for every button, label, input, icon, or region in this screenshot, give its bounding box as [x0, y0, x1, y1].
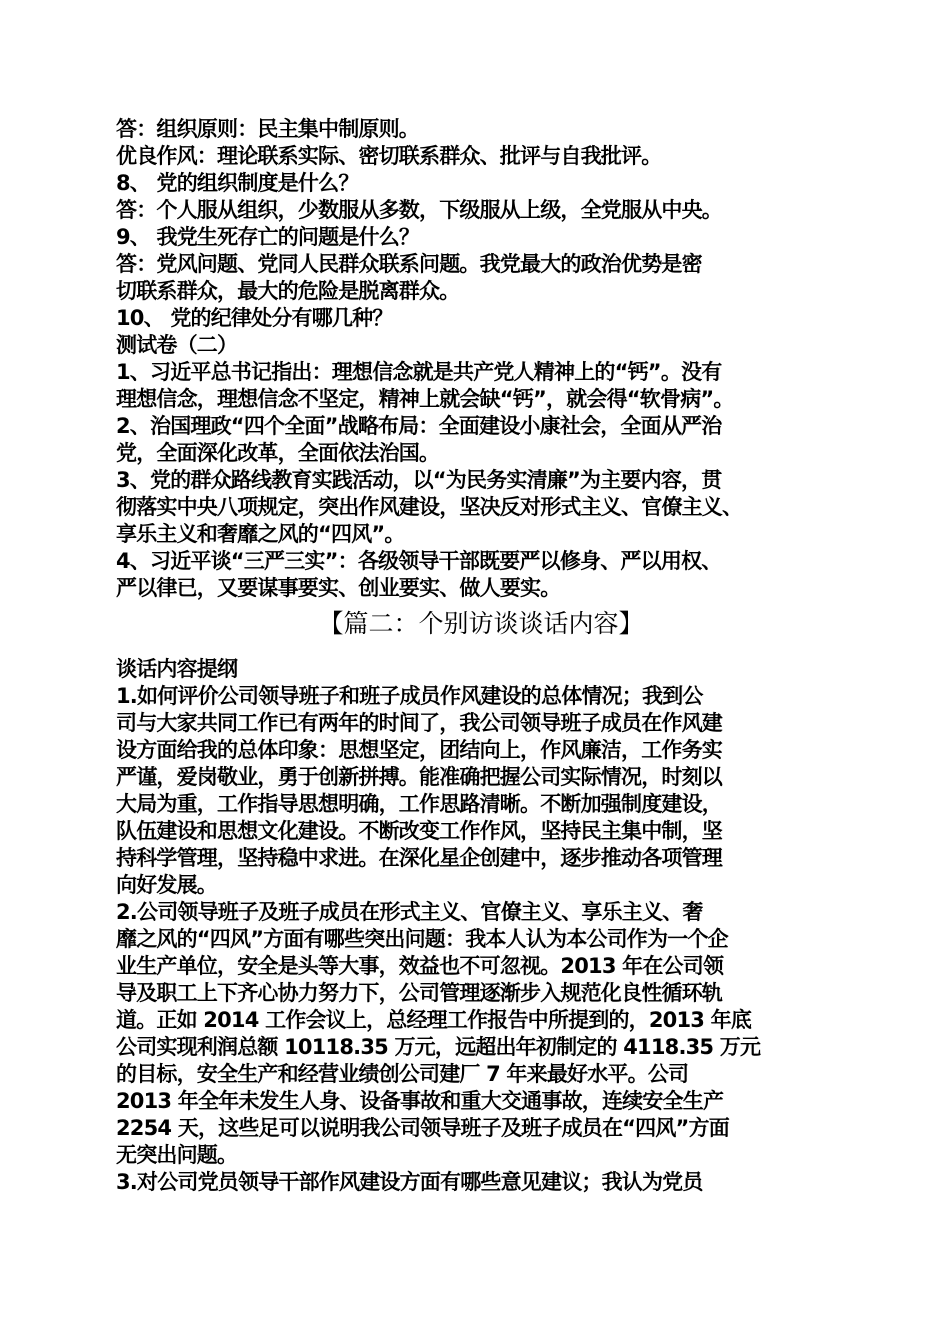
- text-line: 3、党的群众路线教育实践活动，以“为民务实清廉”为主要内容，贯: [116, 468, 722, 492]
- text-line: 的目标，安全生产和经营业绩创公司建厂 7 年来最好水平。公司: [116, 1062, 689, 1086]
- text-line: 4、习近平谈“三严三实”：各级领导干部既要严以修身、严以用权、: [116, 549, 722, 573]
- text-line: 公司实现利润总额 10118.35 万元，远超出年初制定的 4118.35 万元: [116, 1035, 761, 1059]
- document-body: [116, 116, 846, 1196]
- text-line: 切联系群众，最大的危险是脱离群众。: [116, 279, 460, 303]
- section-test-answers: [116, 116, 846, 602]
- text-line: 2.公司领导班子及班子成员在形式主义、官僚主义、享乐主义、奢: [116, 900, 703, 924]
- text-line: 业生产单位，安全是头等大事，效益也不可忽视。2013 年在公司领: [116, 954, 724, 978]
- text-line: 1.如何评价公司领导班子和班子成员作风建设的总体情况；我到公: [116, 684, 703, 708]
- text-line: 2254 天，这些足可以说明我公司领导班子及班子成员在“四风”方面: [116, 1116, 729, 1140]
- text-line: 答：个人服从组织，少数服从多数，下级服从上级，全党服从中央。: [116, 198, 722, 222]
- text-line: 2、治国理政“四个全面”战略布局：全面建设小康社会，全面从严治: [116, 414, 722, 438]
- text-line: 9、 我党生死存亡的问题是什么？: [116, 225, 420, 249]
- text-line: 无突出问题。: [116, 1143, 238, 1167]
- text-line: 8、 党的组织制度是什么？: [116, 171, 359, 195]
- text-line: 享乐主义和奢靡之风的“四风”。: [116, 522, 405, 546]
- text-line: 谈话内容提纲: [116, 657, 238, 681]
- text-line: 10、 党的纪律处分有哪几种？: [116, 306, 393, 330]
- text-line: 彻落实中央八项规定，突出作风建设，坚决反对形式主义、官僚主义、: [116, 495, 743, 519]
- text-line: 2013 年全年未发生人身、设备事故和重大交通事故，连续安全生产: [116, 1089, 724, 1113]
- text-line: 答：党风问题、党同人民群众联系问题。我党最大的政治优势是密: [116, 252, 702, 276]
- text-line: 设方面给我的总体印象：思想坚定，团结向上，作风廉洁，工作务实: [116, 738, 722, 762]
- text-line: 司与大家共同工作已有两年的时间了，我公司领导班子成员在作风建: [116, 711, 722, 735]
- text-line: 靡之风的“四风”方面有哪些突出问题：我本人认为本公司作为一个企: [116, 927, 728, 951]
- section-interview: [116, 656, 846, 1196]
- text-line: 答：组织原则：民主集中制原则。: [116, 117, 419, 141]
- text-line: 党，全面深化改革，全面依法治国。: [116, 441, 440, 465]
- text-line: 队伍建设和思想文化建设。不断改变工作作风，坚持民主集中制，坚: [116, 819, 722, 843]
- text-line: 理想信念，理想信念不坚定，精神上就会缺“钙”，就会得“软骨病”。: [116, 387, 734, 411]
- text-line: 严以律已，又要谋事要实、创业要实、做人要实。: [116, 576, 561, 600]
- text-line: 3.对公司党员领导干部作风建设方面有哪些意见建议；我认为党员: [116, 1170, 703, 1194]
- section-heading: 【篇二：个别访谈谈话内容】: [318, 609, 644, 638]
- text-line: 严谨，爱岗敬业，勇于创新拼搏。能准确把握公司实际情况，时刻以: [116, 765, 722, 789]
- text-line: 道。正如 2014 工作会议上，总经理工作报告中所提到的，2013 年底: [116, 1008, 752, 1032]
- text-line: 导及职工上下齐心协力努力下，公司管理逐渐步入规范化良性循环轨: [116, 981, 722, 1005]
- text-line: 测试卷（二）: [116, 333, 238, 357]
- text-line: 持科学管理，坚持稳中求进。在深化星企创建中，逐步推动各项管理: [116, 846, 722, 870]
- text-line: 大局为重，工作指导思想明确，工作思路清晰。不断加强制度建设，: [116, 792, 722, 816]
- text-line: 优良作风：理论联系实际、密切联系群众、批评与自我批评。: [116, 144, 662, 168]
- text-line: 1、习近平总书记指出：理想信念就是共产党人精神上的“钙”。没有: [116, 360, 722, 384]
- text-line: 向好发展。: [116, 873, 217, 897]
